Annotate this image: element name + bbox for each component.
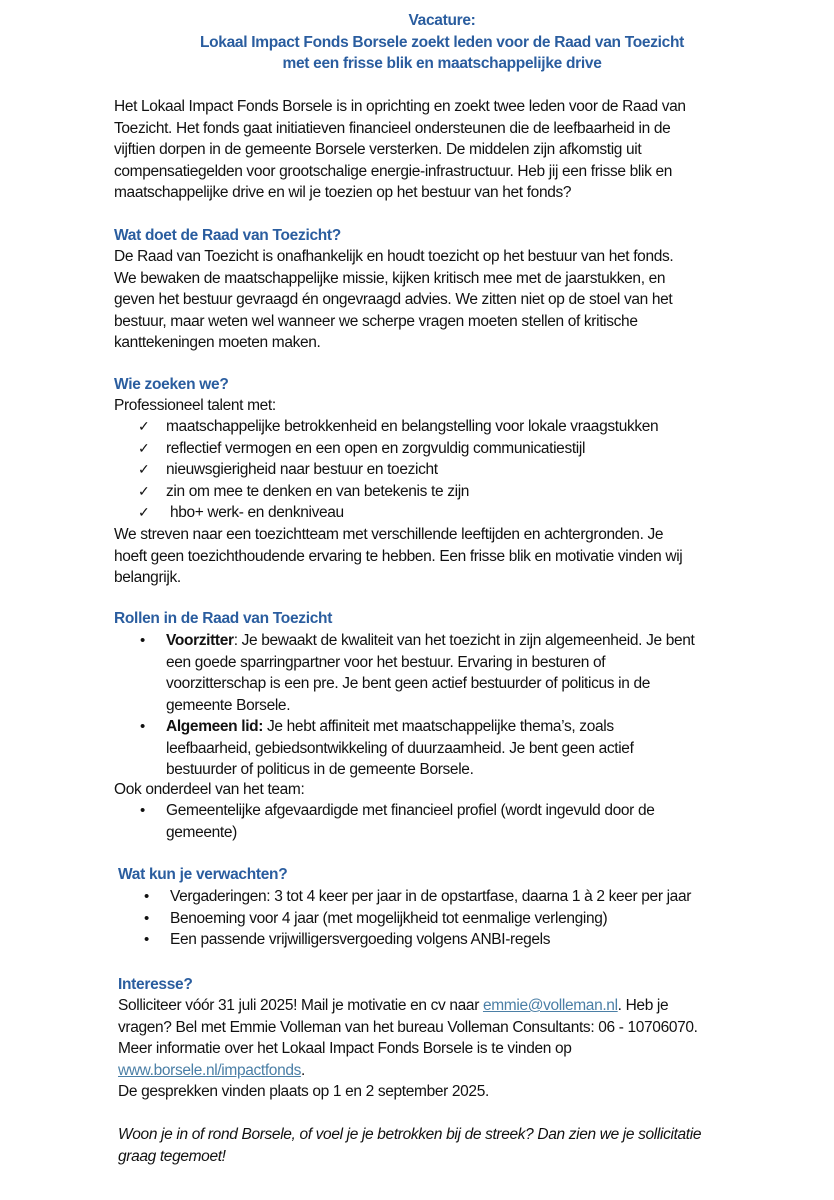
section2-paragraph: We streven naar een toezichtteam met verschillende leeftijden en achtergronden. Je hoeft geen toezichthoudende ervaring te hebben. Een frisse blik en motivatie vinden wij belangrijk. bbox=[114, 526, 683, 586]
role-label: Algemeen lid: bbox=[166, 718, 264, 735]
role-voorzitter: • Voorzitter: Je bewaakt de kwaliteit van het toezicht in zijn algemeenheid. Je bent een goede sparringpartner voor het bestuur. Ervaring in besturen of voorzitterschap is een pre. Je bent geen actief bestuurder of politicus in de gemeente Borsele. bbox=[140, 632, 695, 714]
website-link[interactable]: www.borsele.nl/impactfonds bbox=[118, 1061, 302, 1079]
bullet-icon: • bbox=[144, 888, 149, 905]
checklist-item: ✓ reflectief vermogen en een open en zorgvuldig communicatiestijl bbox=[138, 438, 778, 460]
email-link[interactable]: emmie@volleman.nl bbox=[482, 997, 618, 1014]
check-icon: ✓ bbox=[138, 439, 150, 456]
heading-wie-zoeken: Wie zoeken we? bbox=[114, 376, 229, 393]
heading-verwachten: Wat kun je verwachten? bbox=[118, 866, 288, 883]
title-line-2: Lokaal Impact Fonds Borsele zoekt leden voor de Raad van Toezicht bbox=[199, 33, 685, 51]
bullet-icon: • bbox=[140, 718, 145, 735]
check-icon: ✓ bbox=[138, 461, 150, 477]
section2-lead: Professioneel talent met: bbox=[114, 397, 276, 414]
expectation-item: • Vergaderingen: 3 tot 4 keer per jaar in de opstartfase, daarna 1 à 2 keer per jaar bbox=[144, 886, 784, 908]
bullet-icon: • bbox=[140, 632, 145, 649]
check-icon: ✓ bbox=[138, 418, 150, 434]
heading-interesse: Interesse? bbox=[118, 976, 193, 993]
team-item: • Gemeentelijke afgevaardigde met financieel profiel (wordt ingevuld door de gemeente) bbox=[140, 802, 655, 841]
roles-list bbox=[140, 630, 780, 781]
profile-checklist bbox=[138, 416, 778, 524]
team-lead: Ook onderdeel van het team: bbox=[114, 781, 305, 798]
intro-paragraph: Het Lokaal Impact Fonds Borsele is in oprichting en zoekt twee leden voor de Raad van Toezicht. Het fonds gaat initiatieven financieel ondersteunen die de leefbaarheid in de vijftien dorpen in de gemeente Borsele versterken. De middelen zijn afkomstig uit compensatiegelden voor grootschalige energie-infrastructuur. Heb jij een frisse blik en maatschappelijke drive en wil je toezien op het bestuur van het fonds? bbox=[114, 98, 686, 201]
team-list bbox=[140, 800, 780, 843]
checklist-item: ✓ nieuwsgierigheid naar bestuur en toezicht bbox=[138, 459, 778, 481]
section1-paragraph: De Raad van Toezicht is onafhankelijk en houdt toezicht op het bestuur van het fonds. We bewaken de maatschappelijke missie, kijken kritisch mee met de jaarstukken, en geven het bestuur gevraagd én ongevraagd advies. We zitten niet op de stoel van het bestuur, maar weten wel wanneer we scherpe vragen moeten stellen of kritische kanttekeningen moeten maken. bbox=[114, 248, 674, 351]
checklist-item: ✓ hbo+ werk- en denkniveau bbox=[138, 502, 778, 524]
heading-rollen: Rollen in de Raad van Toezicht bbox=[114, 610, 333, 627]
title-line-3: met een frisse blik en maatschappelijke drive bbox=[282, 55, 602, 72]
role-algemeen-lid: • Algemeen lid: Je hebt affiniteit met maatschappelijke thema’s, zoals leefbaarheid, gebiedsontwikkeling of duurzaamheid. Je bent geen actief bestuurder of politicus in de gemeente Borsele. bbox=[140, 718, 634, 778]
document-title bbox=[0, 10, 834, 75]
expectation-item: • Een passende vrijwilligersvergoeding volgens ANBI-regels bbox=[144, 929, 784, 951]
title-line-1: Vacature: bbox=[408, 12, 476, 29]
heading-wat-doet: Wat doet de Raad van Toezicht? bbox=[114, 227, 341, 244]
bullet-icon: • bbox=[144, 931, 149, 948]
check-icon: ✓ bbox=[138, 482, 150, 499]
check-icon: ✓ bbox=[138, 504, 150, 520]
role-label: Voorzitter bbox=[166, 632, 234, 649]
bullet-icon: • bbox=[140, 802, 145, 819]
section5-paragraph: Solliciteer vóór 31 juli 2025! Mail je motivatie en cv naar emmie@volleman.nl. Heb je vragen? Bel met Emmie Volleman van het bureau Volleman Consultants: 06 - 10706070. Meer informatie over het Lokaal Impact Fonds Borsele is te vinden op www.borsele.nl/impactfonds. De gesprekken vinden plaats op 1 en 2 september 2025. bbox=[118, 997, 698, 1100]
bullet-icon: • bbox=[144, 909, 149, 927]
closing-paragraph: Woon je in of rond Borsele, of voel je je betrokken bij de streek? Dan zien we je sollicitatie graag tegemoet! bbox=[118, 1126, 702, 1165]
checklist-item: ✓ maatschappelijke betrokkenheid en belangstelling voor lokale vraagstukken bbox=[138, 416, 778, 438]
checklist-item: ✓ zin om mee te denken en van betekenis te zijn bbox=[138, 481, 778, 503]
expectations-list bbox=[144, 886, 784, 951]
expectation-item: • Benoeming voor 4 jaar (met mogelijkheid tot eenmalige verlenging) bbox=[144, 908, 784, 930]
